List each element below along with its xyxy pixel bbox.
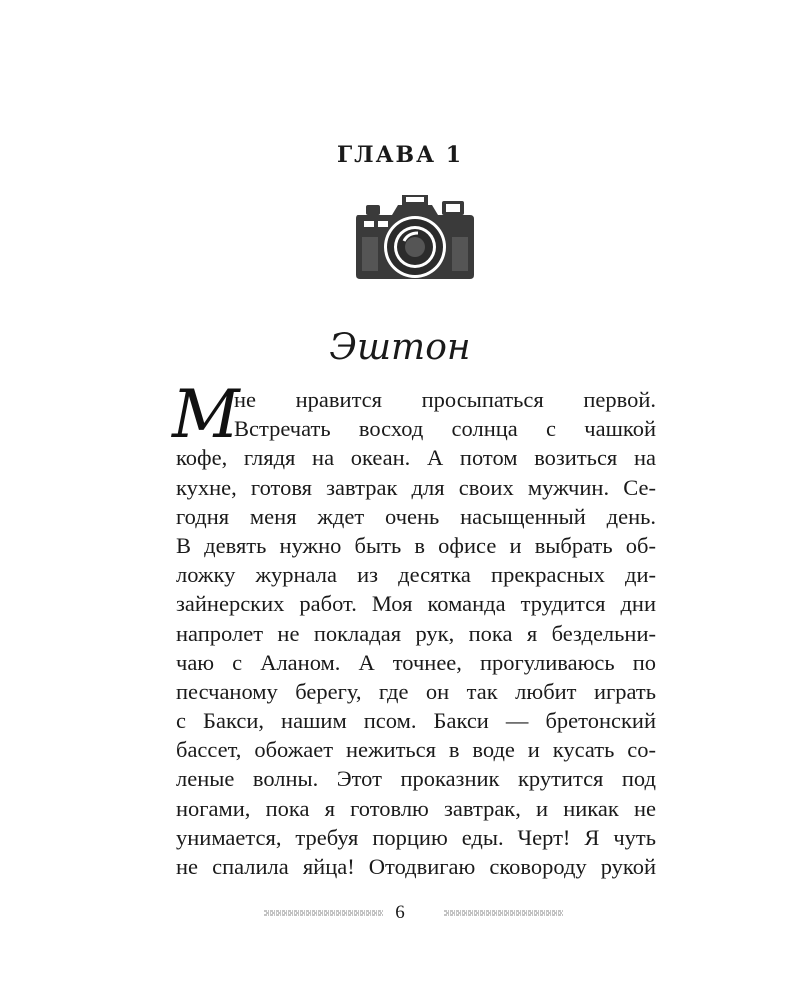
text-line: леные волны. Этот проказник крутится под (176, 766, 656, 792)
text-line: унимается, требуя порцию еды. Черт! Я чуть (176, 824, 656, 850)
text-line: чаю с Аланом. А точнее, прогуливаюсь по (176, 649, 656, 675)
text-line: напролет не покладая рук, пока я бездельни- (176, 620, 656, 646)
chapter-heading: ГЛАВА 1 (336, 142, 464, 168)
text-line: зайнерских работ. Моя команда трудится дни (176, 591, 656, 617)
text-line: не нравится просыпаться первой. (234, 387, 656, 412)
page-footer (0, 898, 800, 928)
text-line: Встречать восход солнца с чашкой (234, 416, 656, 442)
text-line: не спалила яйца! Отодвигаю сковороду рукой (176, 854, 656, 879)
text-line: В девять нужно быть в офисе и выбрать об- (176, 532, 656, 558)
text-line: бассет, обожает нежиться в воде и кусать со- (176, 737, 656, 763)
text-line: песчаному берегу, где он так любит играть (176, 678, 656, 704)
text-line: с Бакси, нашим псом. Бакси — бретонский (176, 708, 656, 734)
text-line: ложку журнала из десятка прекрасных ди- (176, 562, 656, 588)
text-line: годня меня ждет очень насыщенный день. (176, 503, 656, 529)
chapter-body-text (172, 376, 656, 881)
text-line: ногами, пока я готовлю завтрак, и никак не (176, 795, 656, 821)
drop-cap: М (172, 376, 240, 453)
page-number: 6 (395, 902, 405, 923)
text-line: кухне, готовя завтрак для своих мужчин. Се- (176, 474, 656, 500)
text-line: кофе, глядя на океан. А потом возиться на (176, 445, 656, 471)
chapter-title: Эштон (329, 327, 471, 368)
camera-icon (352, 191, 478, 283)
ornament-line-right-icon (444, 909, 564, 917)
